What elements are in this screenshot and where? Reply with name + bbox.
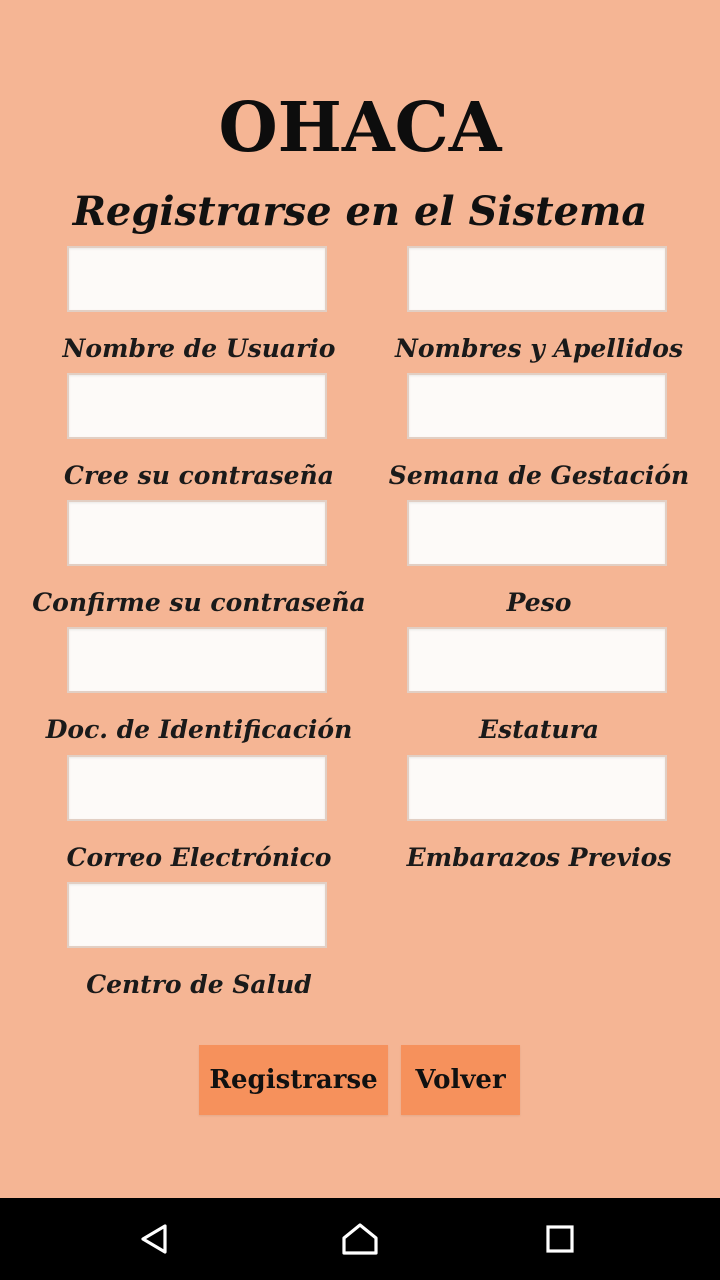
previous-pregnancies-label: Embarazos Previos — [406, 843, 672, 872]
app-title: OHACA — [218, 88, 502, 168]
nav-home-button[interactable] — [300, 1198, 420, 1280]
height-label: Estatura — [479, 715, 599, 744]
gestation-week-label: Semana de Gestación — [388, 461, 690, 490]
back-triangle-icon — [137, 1222, 171, 1256]
system-navigation-bar — [0, 1198, 720, 1280]
gestation-week-input[interactable] — [407, 373, 667, 439]
register-button[interactable]: Registrarse — [199, 1045, 388, 1115]
nav-recents-button[interactable] — [500, 1198, 620, 1280]
username-input[interactable] — [67, 246, 327, 312]
email-input[interactable] — [67, 755, 327, 821]
previous-pregnancies-input[interactable] — [407, 755, 667, 821]
id-document-label: Doc. de Identificación — [45, 715, 353, 744]
password-label: Cree su contraseña — [64, 461, 334, 490]
page-subtitle: Registrarse en el Sistema — [72, 188, 648, 235]
height-input[interactable] — [407, 627, 667, 693]
recents-square-icon — [545, 1224, 575, 1254]
back-button[interactable]: Volver — [401, 1045, 520, 1115]
username-label: Nombre de Usuario — [62, 334, 336, 363]
confirm-password-input[interactable] — [67, 500, 327, 566]
email-label: Correo Electrónico — [66, 843, 332, 872]
full-name-label: Nombres y Apellidos — [394, 334, 684, 363]
home-icon — [341, 1222, 379, 1256]
confirm-password-label: Confirme su contraseña — [32, 588, 366, 617]
password-input[interactable] — [67, 373, 327, 439]
full-name-input[interactable] — [407, 246, 667, 312]
health-center-input[interactable] — [67, 882, 327, 948]
weight-input[interactable] — [407, 500, 667, 566]
nav-back-button[interactable] — [94, 1198, 214, 1280]
health-center-label: Centro de Salud — [86, 970, 312, 999]
id-document-input[interactable] — [67, 627, 327, 693]
weight-label: Peso — [506, 588, 572, 617]
